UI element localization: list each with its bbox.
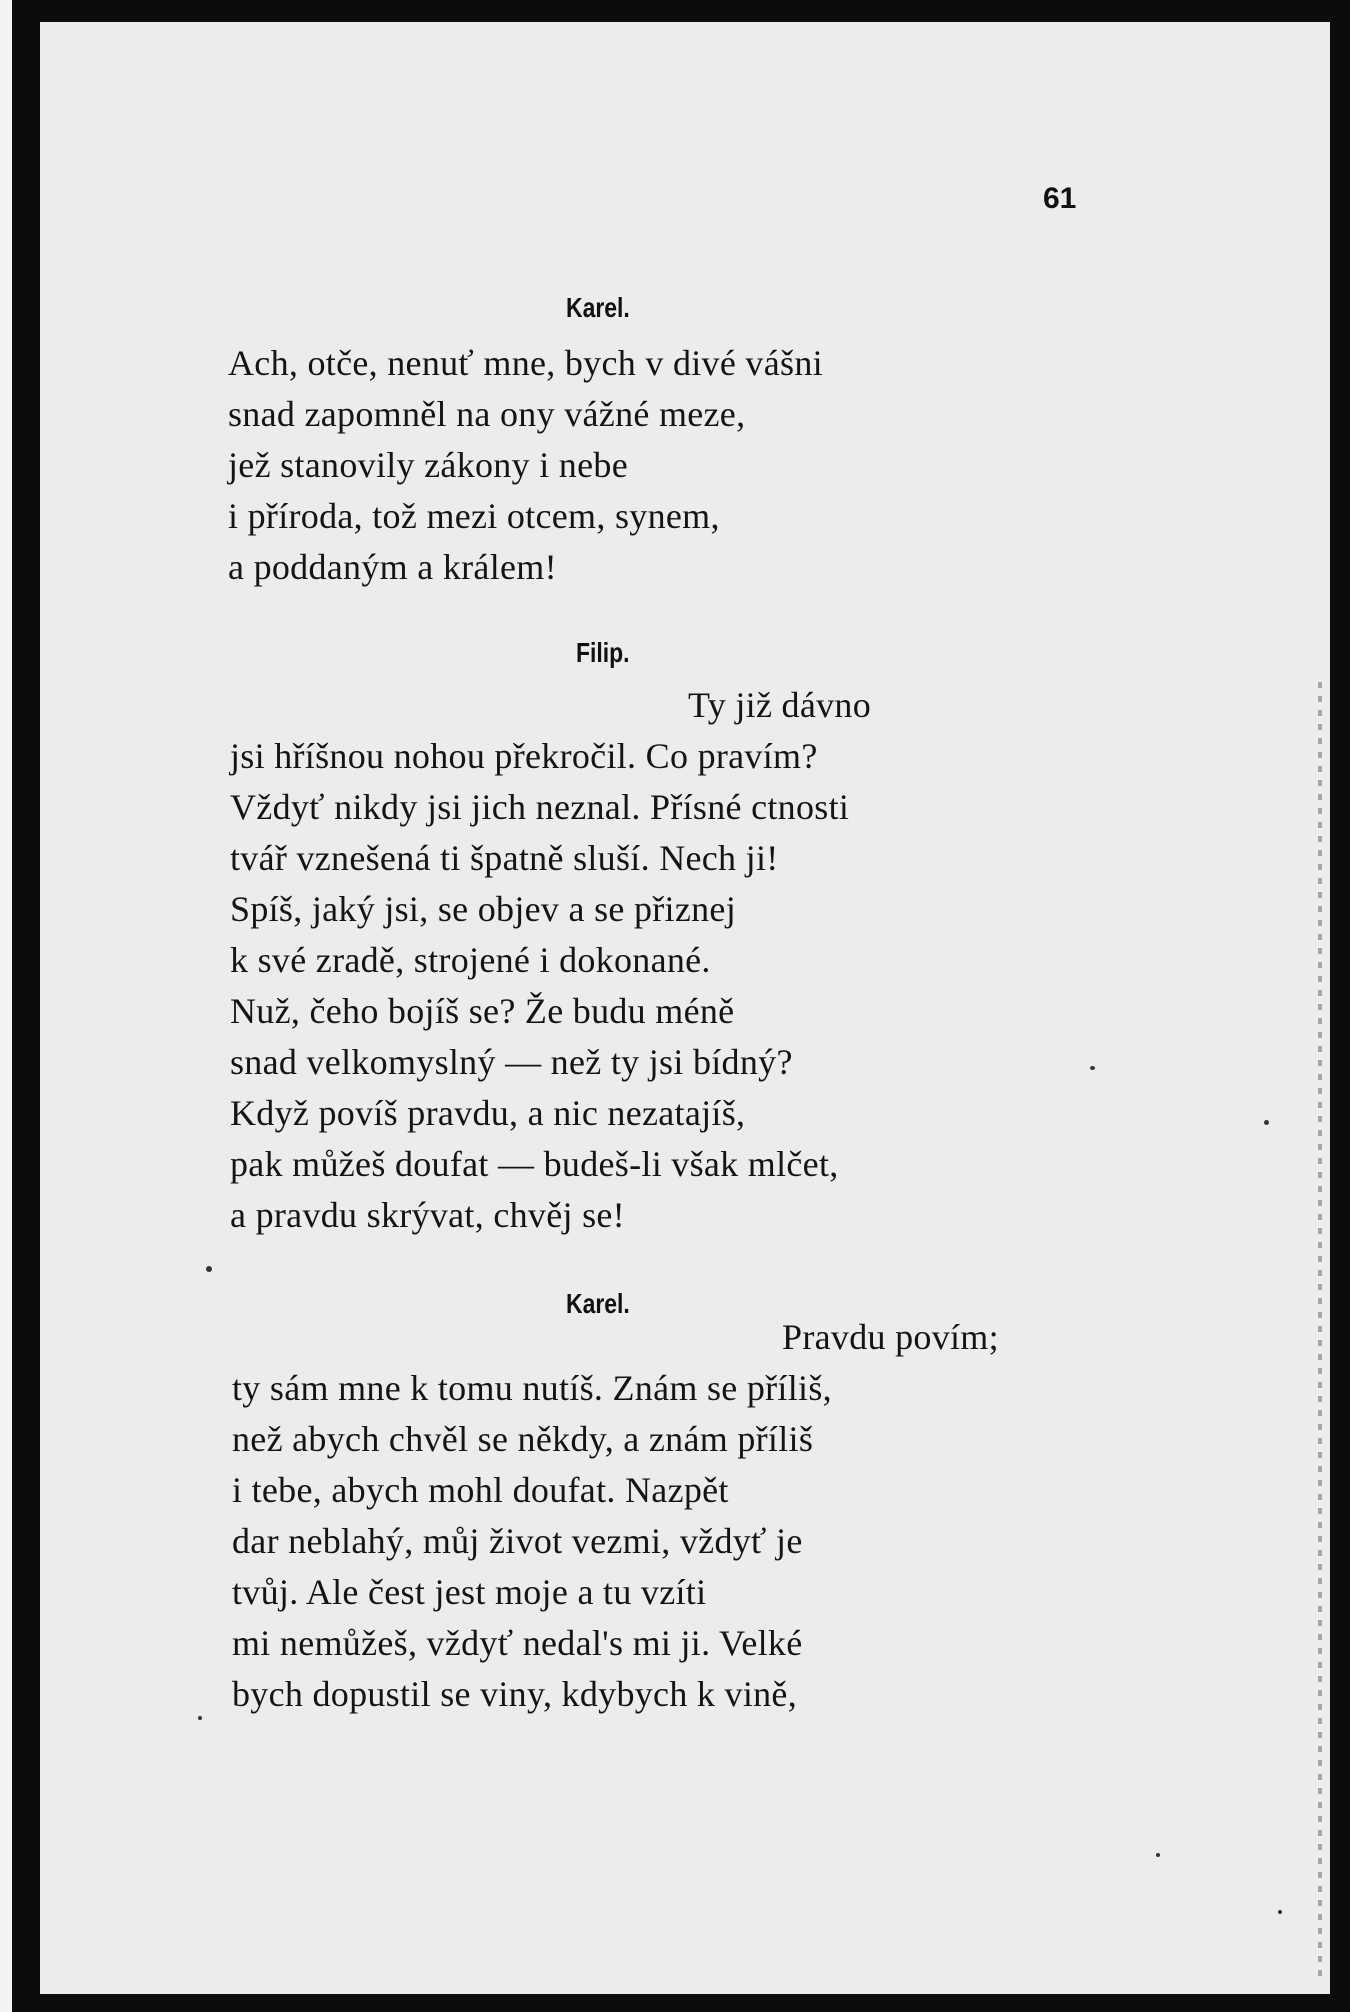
verse-line: jsi hříšnou nohou překročil. Co pravím?	[230, 736, 818, 776]
verse-line: k své zradě, strojené i dokonané.	[230, 940, 711, 980]
verse-line: mi nemůžeš, vždyť nedal's mi ji. Velké	[232, 1623, 803, 1663]
verse-line: jež stanovily zákony i nebe	[228, 445, 628, 485]
speaker-filip: Filip.	[576, 637, 630, 668]
scan-speck	[1264, 1120, 1269, 1125]
speaker-karel: Karel.	[566, 292, 630, 323]
speaker-karel: Karel.	[566, 1288, 630, 1319]
scan-speck	[206, 1266, 212, 1272]
verse-line: snad zapomněl na ony vážné meze,	[228, 394, 746, 434]
verse-line: i tebe, abych mohl doufat. Nazpět	[232, 1470, 729, 1510]
verse-line: snad velkomyslný — než ty jsi bídný?	[230, 1042, 793, 1082]
verse-line: než abych chvěl se někdy, a znám příliš	[232, 1419, 814, 1459]
verse-line: Spíš, jaký jsi, se objev a se přiznej	[230, 889, 737, 929]
page-edge-shadow	[1318, 682, 1322, 1982]
verse-line: tvůj. Ale čest jest moje a tu vzíti	[232, 1572, 707, 1612]
scan-speck	[198, 1716, 202, 1720]
verse-line: pak můžeš doufat — budeš-li však mlčet,	[230, 1144, 839, 1184]
verse-line: a pravdu skrývat, chvěj se!	[230, 1195, 625, 1235]
scan-speck	[1090, 1066, 1095, 1070]
verse-line: dar neblahý, můj život vezmi, vždyť je	[232, 1521, 803, 1561]
verse-line: tvář vznešená ti špatně sluší. Nech ji!	[230, 838, 779, 878]
verse-line: Když povíš pravdu, a nic nezatajíš,	[230, 1093, 746, 1133]
verse-line: Ach, otče, nenuť mne, bych v divé vášni	[228, 343, 823, 383]
verse-line: Ty již dávno	[688, 685, 872, 725]
verse-line: a poddaným a králem!	[228, 547, 557, 587]
page-left-edge	[0, 0, 12, 2012]
scan-speck	[1278, 1910, 1282, 1914]
verse-line: bych dopustil se viny, kdybych k vině,	[232, 1674, 798, 1714]
verse-line: ty sám mne k tomu nutíš. Znám se příliš,	[232, 1368, 832, 1408]
scan-speck	[1156, 1853, 1160, 1857]
verse-line: i příroda, tož mezi otcem, synem,	[228, 496, 720, 536]
verse-line: Nuž, čeho bojíš se? Že budu méně	[230, 991, 735, 1031]
verse-line: Pravdu povím;	[782, 1317, 999, 1357]
verse-line: Vždyť nikdy jsi jich neznal. Přísné ctnosti	[230, 787, 850, 827]
page-number: 61	[1043, 182, 1077, 215]
